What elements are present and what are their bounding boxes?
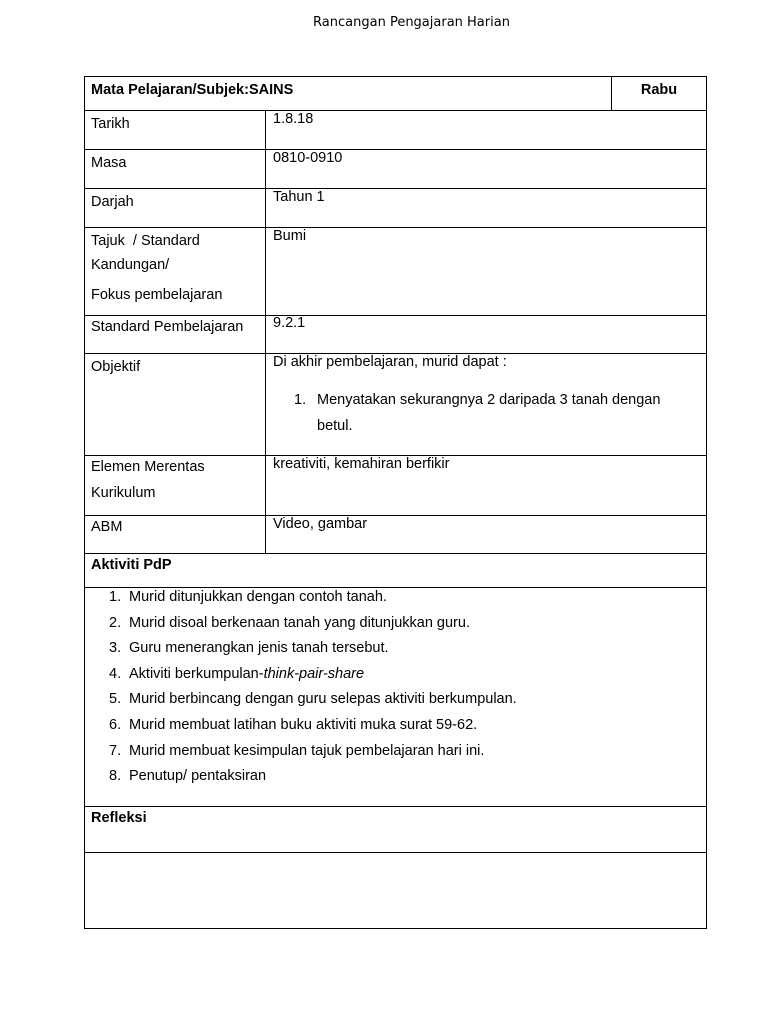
aktiviti-item [85,713,685,739]
column-divider [265,150,266,188]
aktiviti-item [85,636,685,662]
page-header-title: Rancangan Pengajaran Harian [313,15,510,30]
darjah-row [85,189,706,228]
aktiviti-heading: Aktiviti PdP [91,557,172,573]
abm-row [85,516,706,554]
tarikh-row [85,111,706,150]
column-divider [265,189,266,227]
masa-row [85,150,706,189]
aktiviti-item-number: 2. [109,614,122,631]
column-divider [265,316,266,353]
objektif-row [85,354,706,456]
column-divider [265,456,266,515]
standard-value: 9.2.1 [273,315,306,331]
column-divider [265,111,266,149]
masa-label: Masa [91,155,127,171]
lesson-plan-table [84,76,707,929]
column-divider [265,516,266,553]
subject-label: Mata Pelajaran/Subjek:SAINS [91,82,294,98]
day-value: Rabu [640,82,678,98]
objektif-item-number: 1. [294,392,307,408]
aktiviti-item-text: Murid membuat kesimpulan tajuk pembelajaran hari ini. [129,742,485,759]
refleksi-heading: Refleksi [91,810,147,826]
aktiviti-item-number: 4. [109,665,122,682]
tajuk-label-line2: Kandungan/ [91,257,170,273]
aktiviti-item [85,764,685,790]
tajuk-value: Bumi [273,228,307,244]
aktiviti-item-text: Murid disoal berkenaan tanah yang ditunjukkan guru. [129,614,470,631]
tajuk-label-line3: Fokus pembelajaran [91,287,223,303]
objektif-label: Objektif [91,359,141,375]
aktiviti-item-number: 5. [109,691,122,708]
tajuk-row [85,228,706,316]
column-divider [265,354,266,455]
elemen-label-line2: Kurikulum [91,485,156,501]
subject-row [85,77,706,111]
aktiviti-item-text: Guru menerangkan jenis tanah tersebut. [129,640,389,657]
objektif-item-line2: betul. [317,418,353,434]
tarikh-value: 1.8.18 [273,111,314,127]
aktiviti-item-text: Penutup/ pentaksiran [129,768,267,785]
aktiviti-item-text: Murid berbincang dengan guru selepas aktiviti berkumpulan. [129,691,517,708]
darjah-label: Darjah [91,194,134,210]
objektif-item-line1: Menyatakan sekurangnya 2 daripada 3 tanah dengan [317,392,661,408]
aktiviti-list-row [85,588,706,807]
aktiviti-item [85,662,685,688]
tajuk-label-line1: Tajuk / Standard [91,233,200,249]
abm-value: Video, gambar [273,516,368,532]
tarikh-label: Tarikh [91,116,130,132]
abm-label: ABM [91,519,123,535]
aktiviti-item-text: Murid membuat latihan buku aktiviti muka surat 59-62. [129,716,478,733]
column-divider [265,228,266,315]
aktiviti-item [85,611,685,637]
aktiviti-item [85,585,685,611]
objektif-intro: Di akhir pembelajaran, murid dapat : [273,354,507,370]
aktiviti-item-number: 1. [109,589,122,605]
aktiviti-item-number: 8. [109,768,122,785]
elemen-value: kreativiti, kemahiran berfikir [273,456,450,472]
aktiviti-heading-row [85,554,706,588]
aktiviti-item-text: Aktiviti berkumpulan- [129,665,264,682]
aktiviti-item-number: 3. [109,640,122,657]
refleksi-content-row [85,853,706,928]
refleksi-heading-row [85,807,706,853]
aktiviti-list [85,585,685,790]
elemen-label-line1: Elemen Merentas [91,459,205,475]
objektif-item [273,387,703,439]
aktiviti-item [85,739,685,765]
darjah-value: Tahun 1 [273,189,325,205]
aktiviti-item-number: 6. [109,716,122,733]
aktiviti-item-italic: think-pair-share [263,665,365,682]
masa-value: 0810-0910 [273,150,343,166]
aktiviti-item-text: Murid ditunjukkan dengan contoh tanah. [129,589,387,605]
elemen-row [85,456,706,516]
aktiviti-item-number: 7. [109,742,122,759]
standard-label: Standard Pembelajaran [91,319,244,335]
objektif-list [273,387,703,439]
aktiviti-item [85,687,685,713]
